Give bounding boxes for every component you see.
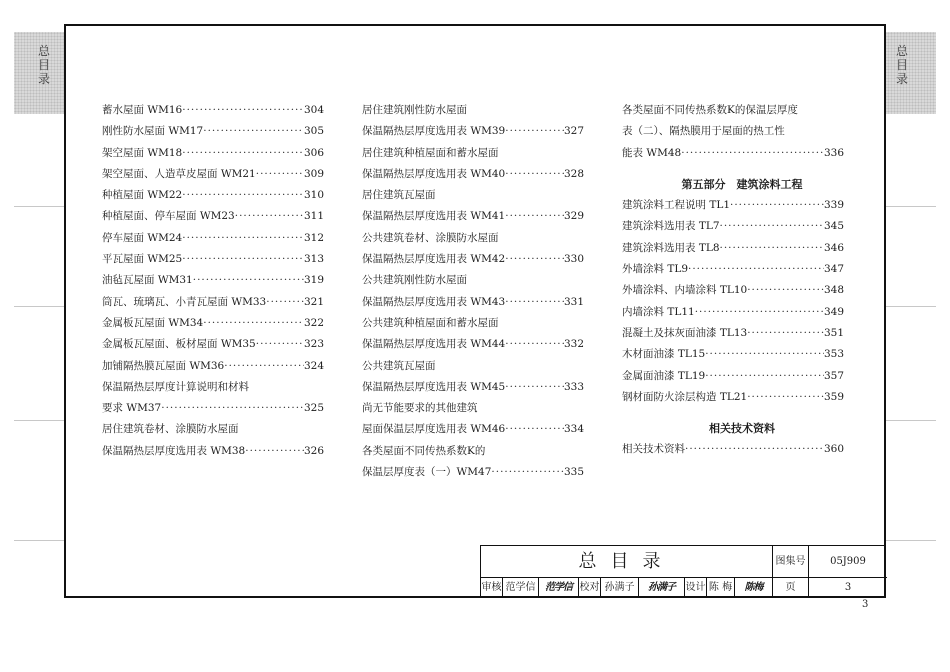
toc-entry — [362, 121, 584, 142]
title-block-title: 总目录 — [481, 546, 773, 578]
toc-entry — [102, 185, 324, 206]
toc-column-1 — [102, 100, 324, 462]
side-tab-right — [884, 32, 936, 114]
toc-entry — [622, 323, 844, 344]
toc-entry — [362, 334, 584, 355]
toc-entry — [362, 419, 584, 440]
toc-entry-title: 钢材面防火涂层构造 TL21 — [622, 390, 748, 403]
toc-entry-page: 357 — [823, 369, 844, 382]
toc-entry — [622, 387, 844, 408]
toc-entry — [362, 164, 584, 185]
dot-leader — [182, 249, 304, 270]
toc-entry-title: 居住建筑种植屋面和蓄水屋面 — [362, 146, 499, 159]
dot-leader — [720, 216, 824, 237]
toc-entry-page: 353 — [823, 348, 844, 361]
toc-entry-page: 351 — [823, 326, 844, 339]
toc-entry — [622, 195, 844, 216]
toc-entry-page: 359 — [823, 390, 844, 403]
page-label: 页 — [773, 578, 809, 597]
designer-name: 陈 梅 — [707, 578, 735, 597]
toc-entry-title: 平瓦屋面 WM25 — [102, 253, 183, 266]
toc-entry — [622, 439, 844, 460]
toc-entry — [102, 292, 324, 313]
toc-entry-page: 345 — [823, 220, 844, 233]
designer-signature: 陈梅 — [735, 578, 773, 597]
toc-entry — [622, 259, 844, 280]
toc-entry-title: 种植屋面、停车屋面 WM23 — [102, 210, 235, 223]
toc-entry — [362, 462, 584, 483]
toc-entry-title: 建筑涂料工程说明 TL1 — [622, 199, 730, 212]
toc-entry — [622, 302, 844, 323]
toc-entry-page: 336 — [823, 146, 844, 159]
toc-entry-title: 种植屋面 WM22 — [102, 189, 183, 202]
toc-entry-title: 各类屋面不同传热系数K的 — [362, 444, 486, 457]
toc-entry — [102, 206, 324, 227]
toc-entry-page: 312 — [303, 231, 324, 244]
toc-entry-page: 349 — [823, 305, 844, 318]
design-label: 设计 — [685, 578, 707, 597]
checker-name: 孙满子 — [601, 578, 639, 597]
toc-entry-page: 348 — [823, 284, 844, 297]
toc-entry-title: 公共建筑刚性防水屋面 — [362, 274, 467, 287]
toc-entry — [622, 344, 844, 365]
toc-entry-page: 306 — [303, 146, 324, 159]
toc-entry — [102, 419, 324, 440]
dot-leader — [705, 344, 824, 365]
toc-entry — [362, 398, 584, 419]
dot-leader — [245, 441, 304, 462]
toc-entry-page: 329 — [563, 210, 584, 223]
toc-entry-title: 能表 WM48 — [622, 146, 682, 159]
toc-entry-page: 305 — [303, 125, 324, 138]
toc-entry-title: 金属面油漆 TL19 — [622, 369, 706, 382]
margin-rule — [886, 206, 936, 207]
section-heading-coatings: 第五部分 建筑涂料工程 — [681, 177, 803, 191]
toc-entry-page: 319 — [303, 274, 324, 287]
dot-leader — [182, 143, 304, 164]
margin-rule — [886, 540, 936, 541]
toc-entry — [362, 206, 584, 227]
dot-leader — [182, 185, 304, 206]
toc-entry-title: 居住建筑刚性防水屋面 — [362, 104, 467, 116]
toc-entry — [362, 292, 584, 313]
toc-entry — [622, 100, 844, 121]
dot-leader — [266, 292, 304, 313]
toc-entry — [622, 216, 844, 237]
toc-entry-title: 保温隔热层厚度选用表 WM40 — [362, 167, 506, 180]
dot-leader — [161, 398, 304, 419]
toc-entry-title: 架空屋面 WM18 — [102, 146, 183, 159]
dot-leader — [705, 366, 824, 387]
toc-entry-page: 339 — [823, 199, 844, 212]
page-value: 3 — [844, 582, 852, 593]
toc-entry-title: 要求 WM37 — [102, 402, 162, 415]
dot-leader — [505, 249, 564, 270]
toc-entry-title: 保温隔热层厚度选用表 WM39 — [362, 125, 506, 138]
toc-entry-page: 309 — [303, 167, 324, 180]
toc-entry-page: 331 — [563, 295, 584, 308]
toc-entry-title: 尚无节能要求的其他建筑 — [362, 402, 478, 415]
margin-rule — [14, 540, 64, 541]
side-tab-left — [14, 32, 64, 114]
toc-entry — [362, 356, 584, 377]
toc-entry — [622, 280, 844, 301]
toc-entry-title: 公共建筑卷材、涂膜防水屋面 — [362, 231, 499, 244]
reviewer-signature: 范学信 — [539, 578, 579, 597]
margin-rule — [14, 306, 64, 307]
toc-entry-page: 334 — [563, 423, 584, 436]
dot-leader — [256, 334, 304, 355]
dot-leader — [182, 228, 304, 249]
toc-entry-title: 保温隔热层厚度选用表 WM42 — [362, 253, 506, 266]
checker-signature: 孙满子 — [639, 578, 685, 597]
toc-entry — [622, 121, 844, 142]
toc-entry — [102, 398, 324, 419]
toc-entry — [102, 377, 324, 398]
dot-leader — [256, 164, 304, 185]
toc-entry-title: 金属板瓦屋面、板材屋面 WM35 — [102, 338, 256, 351]
toc-entry-page: 304 — [303, 104, 324, 116]
toc-entry-title: 筒瓦、琉璃瓦、小青瓦屋面 WM33 — [102, 295, 267, 308]
toc-entry-page: 313 — [303, 253, 324, 266]
toc-entry-page: 323 — [303, 338, 324, 351]
toc-entry-page: 346 — [823, 241, 844, 254]
toc-entry — [362, 185, 584, 206]
dot-leader — [224, 356, 304, 377]
toc-group-wm — [622, 100, 844, 164]
toc-entry-title: 架空屋面、人造草皮屋面 WM21 — [102, 167, 256, 180]
toc-entry-title: 保温隔热层厚度计算说明和材料 — [102, 380, 249, 393]
toc-entry — [362, 249, 584, 270]
toc-entry-title: 金属板瓦屋面 WM34 — [102, 316, 204, 329]
dot-leader — [747, 280, 824, 301]
toc-entry-title: 木材面油漆 TL15 — [622, 348, 706, 361]
reviewer-name: 范学信 — [503, 578, 539, 597]
title-block — [480, 545, 886, 598]
margin-rule — [14, 206, 64, 207]
toc-entry — [102, 228, 324, 249]
toc-entry-page: 360 — [823, 443, 844, 456]
dot-leader — [182, 100, 304, 121]
margin-rule — [14, 420, 64, 421]
toc-entry-title: 保温隔热层厚度选用表 WM43 — [362, 295, 506, 308]
toc-entry-title: 外墙涂料 TL9 — [622, 263, 688, 276]
atlas-label: 图集号 — [773, 546, 809, 578]
toc-group-related — [622, 439, 844, 460]
dot-leader — [747, 387, 824, 408]
dot-leader — [505, 292, 564, 313]
toc-entry-page: 324 — [303, 359, 324, 372]
margin-rule — [886, 420, 936, 421]
dot-leader — [681, 143, 824, 164]
dot-leader — [695, 302, 824, 323]
side-tab-text: 总目录 — [37, 44, 50, 86]
toc-entry — [102, 334, 324, 355]
review-label: 审核 — [481, 578, 503, 597]
toc-entry-title: 保温隔热层厚度选用表 WM44 — [362, 338, 506, 351]
dot-leader — [747, 323, 824, 344]
toc-entry — [102, 121, 324, 142]
toc-entry-title: 保温层厚度表（一）WM47 — [362, 466, 492, 479]
toc-column-3 — [622, 100, 844, 461]
toc-entry-title: 内墙涂料 TL11 — [622, 305, 695, 318]
toc-entry — [362, 313, 584, 334]
toc-entry-title: 保温隔热层厚度选用表 WM45 — [362, 380, 506, 393]
toc-entry-title: 各类屋面不同传热系数K的保温层厚度 — [622, 104, 798, 116]
toc-entry-title: 外墙涂料、内墙涂料 TL10 — [622, 284, 748, 297]
dot-leader — [730, 195, 824, 216]
toc-entry-title: 刚性防水屋面 WM17 — [102, 125, 204, 138]
toc-entry — [362, 270, 584, 291]
toc-entry — [102, 313, 324, 334]
check-label: 校对 — [579, 578, 601, 597]
toc-entry-page: 347 — [823, 263, 844, 276]
toc-entry-title: 保温隔热层厚度选用表 WM41 — [362, 210, 506, 223]
toc-entry-title: 混凝土及抹灰面油漆 TL13 — [622, 326, 748, 339]
dot-leader — [688, 259, 824, 280]
toc-column-2 — [362, 100, 584, 483]
toc-entry — [622, 238, 844, 259]
toc-entry-title: 公共建筑瓦屋面 — [362, 359, 436, 372]
toc-entry-page: 327 — [563, 125, 584, 138]
toc-entry — [102, 164, 324, 185]
toc-entry-title: 表（二）、隔热膜用于屋面的热工性 — [622, 125, 785, 138]
dot-leader — [505, 377, 564, 398]
toc-entry-title: 公共建筑种植屋面和蓄水屋面 — [362, 316, 499, 329]
toc-entry — [102, 249, 324, 270]
toc-entry-title: 相关技术资料 — [622, 443, 685, 456]
dot-leader — [685, 439, 824, 460]
toc-entry — [102, 143, 324, 164]
toc-entry-page: 325 — [303, 402, 324, 415]
toc-entry — [362, 100, 584, 121]
margin-rule — [886, 306, 936, 307]
toc-group-tl — [622, 195, 844, 408]
toc-entry-page: 326 — [303, 444, 324, 457]
toc-entry-page: 330 — [563, 253, 584, 266]
toc-entry-title: 居住建筑瓦屋面 — [362, 189, 436, 202]
toc-entry — [102, 356, 324, 377]
toc-entry-title: 屋面保温层厚度选用表 WM46 — [362, 423, 506, 436]
dot-leader — [505, 164, 564, 185]
toc-entry-page: 333 — [563, 380, 584, 393]
toc-entry-title: 建筑涂料选用表 TL8 — [622, 241, 720, 254]
toc-entry — [102, 441, 324, 462]
toc-entry-title: 油毡瓦屋面 WM31 — [102, 274, 193, 287]
dot-leader — [505, 121, 564, 142]
toc-entry-title: 加铺隔热膜瓦屋面 WM36 — [102, 359, 225, 372]
dot-leader — [505, 334, 564, 355]
toc-entry-page: 310 — [303, 189, 324, 202]
dot-leader — [203, 121, 304, 142]
toc-entry — [362, 143, 584, 164]
toc-entry-page: 311 — [303, 210, 324, 223]
dot-leader — [193, 270, 304, 291]
toc-entry-page: 332 — [563, 338, 584, 351]
toc-entry-page: 335 — [563, 466, 584, 479]
dot-leader — [505, 419, 564, 440]
toc-entry-title: 建筑涂料选用表 TL7 — [622, 220, 720, 233]
toc-entry-title: 居住建筑卷材、涂膜防水屋面 — [102, 423, 239, 436]
atlas-number: 05J909 — [830, 556, 866, 567]
dot-leader — [203, 313, 304, 334]
dot-leader — [235, 206, 304, 227]
dot-leader — [491, 462, 564, 483]
dot-leader — [720, 238, 824, 259]
toc-entry — [622, 366, 844, 387]
toc-entry — [622, 143, 844, 164]
side-tab-text: 总目录 — [895, 44, 908, 86]
toc-entry-page: 322 — [303, 316, 324, 329]
toc-entry — [102, 270, 324, 291]
toc-entry — [102, 100, 324, 121]
toc-entry-title: 停车屋面 WM24 — [102, 231, 183, 244]
toc-entry-page: 328 — [563, 167, 584, 180]
dot-leader — [505, 206, 564, 227]
toc-entry-page: 321 — [303, 295, 324, 308]
corner-page-number: 3 — [862, 599, 869, 610]
section-heading-related: 相关技术资料 — [709, 422, 775, 436]
toc-entry-title: 保温隔热层厚度选用表 WM38 — [102, 444, 246, 457]
toc-entry-title: 蓄水屋面 WM16 — [102, 104, 183, 116]
toc-entry — [362, 377, 584, 398]
toc-entry — [362, 228, 584, 249]
toc-entry — [362, 441, 584, 462]
